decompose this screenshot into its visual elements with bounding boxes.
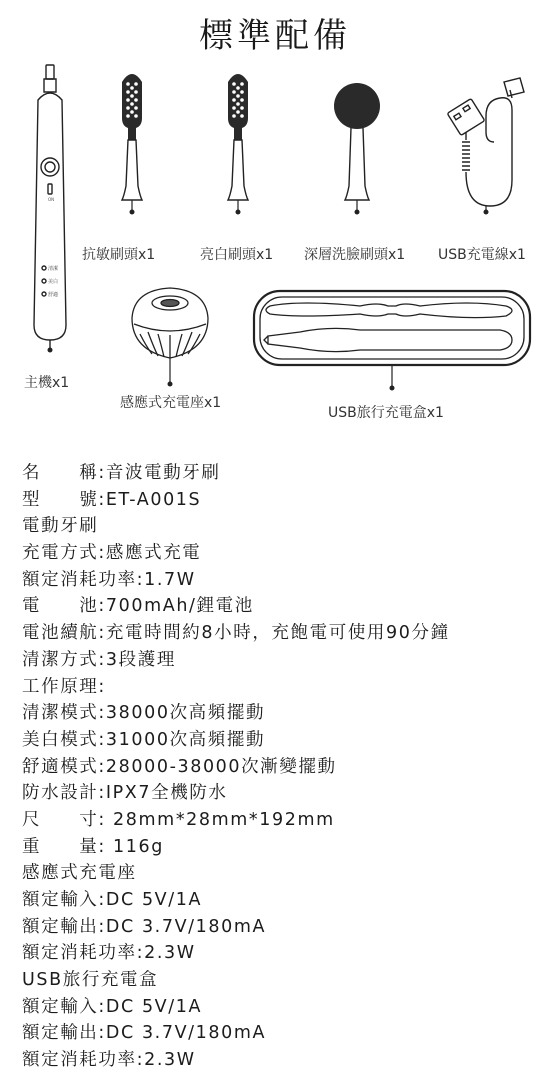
spec-name: 名 稱:音波電動牙刷 (22, 463, 221, 483)
spec-case-input: 額定輸入:DC 5V/1A (22, 996, 203, 1017)
spec-working-principle: 工作原理: (22, 676, 106, 697)
spec-dimensions: 尺 寸: 28mm*28mm*192mm (22, 809, 335, 830)
product-illustrations (0, 0, 550, 460)
spec-list (22, 460, 542, 1074)
charging-base-illustration (132, 288, 208, 358)
spec-charging-method: 充電方式:感應式充電 (22, 543, 202, 564)
spec-case-power: 額定消耗功率:2.3W (22, 1050, 196, 1071)
caption-usb-cable: USB充電線x1 (438, 247, 526, 263)
spec-waterproof: 防水設計:IPX7全機防水 (22, 783, 228, 804)
caption-face-brush: 深層洗臉刷頭x1 (304, 247, 406, 263)
usb-cable-illustration (447, 78, 524, 206)
spec-section-toothbrush: 電動牙刷 (22, 516, 99, 537)
brush-head-sensitive-illustration (122, 74, 142, 215)
spec-base-input: 額定輸入:DC 5V/1A (22, 890, 203, 910)
page-title: 標準配備 (199, 16, 351, 56)
mode-comfort-label: 舒適 (48, 292, 59, 298)
caption-travel-case: USB旅行充電盒x1 (328, 405, 444, 421)
spec-battery-life: 電池續航:充電時間約8小時，充飽電可使用90分鐘 (22, 623, 450, 644)
on-label: ON (48, 197, 55, 202)
spec-rated-power: 額定消耗功率:1.7W (22, 569, 196, 590)
caption-main-unit: 主機x1 (24, 375, 70, 391)
spec-section-travel-case: USB旅行充電盒 (22, 970, 159, 991)
mode-clean-label: 清潔 (48, 266, 59, 272)
spec-model: 型 號:ET-A001S (22, 489, 202, 510)
spec-base-power: 額定消耗功率:2.3W (22, 943, 196, 964)
face-brush-illustration (334, 83, 380, 215)
spec-clean-mode: 清潔模式:38000次高頻擺動 (22, 703, 266, 724)
mode-white-label: 美白 (48, 279, 59, 285)
spec-cleaning-method: 清潔方式:3段護理 (22, 649, 176, 670)
travel-case-illustration (254, 291, 530, 365)
spec-section-charging-base: 感應式充電座 (22, 863, 137, 884)
spec-case-output: 額定輸出:DC 3.7V/180mA (22, 1023, 267, 1044)
brush-head-whitening-illustration (228, 74, 248, 215)
spec-battery: 電 池:700mAh/鋰電池 (22, 596, 254, 617)
spec-white-mode: 美白模式:31000次高頻擺動 (22, 729, 266, 750)
spec-base-output: 額定輸出:DC 3.7V/180mA (22, 916, 267, 937)
spec-weight: 重 量: 116g (22, 836, 164, 857)
caption-brush-head-sensitive: 抗敏刷頭x1 (82, 247, 156, 263)
spec-comfort-mode: 舒適模式:28000-38000次漸變擺動 (22, 756, 337, 777)
caption-brush-head-whitening: 亮白刷頭x1 (200, 247, 274, 263)
toothbrush-main-unit-illustration (34, 65, 66, 350)
caption-charging-base: 感應式充電座x1 (120, 395, 222, 411)
